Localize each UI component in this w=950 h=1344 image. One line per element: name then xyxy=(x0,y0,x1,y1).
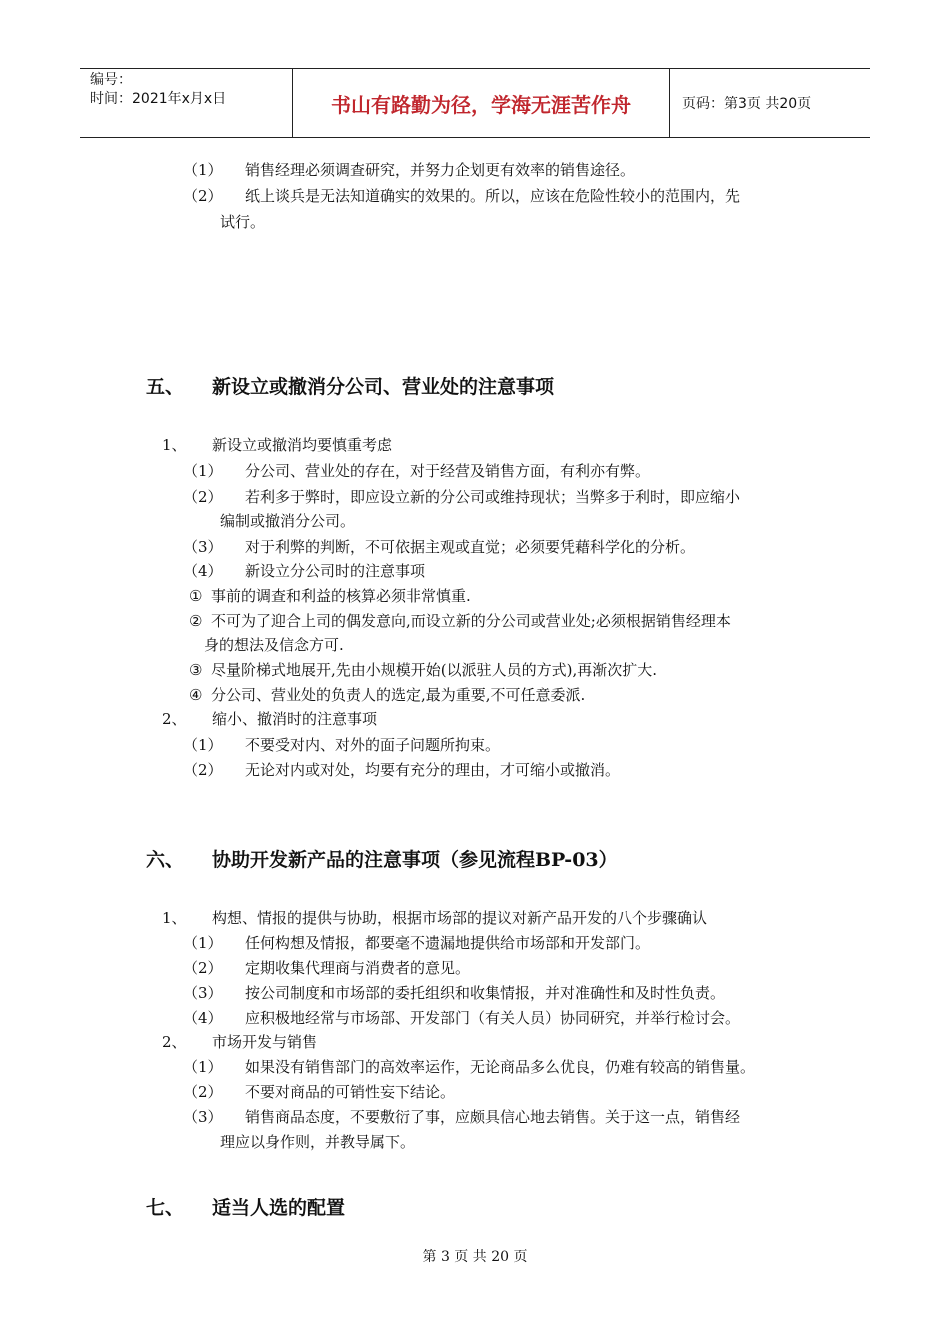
code-label: 编号： xyxy=(90,72,132,88)
list-item: 1、 构想、情报的提供与协助，根据市场部的提议对新产品开发的八个步骤确认 xyxy=(162,909,708,927)
list-item: ② 不可为了迎合上司的偶发意向,而设立新的分公司或营业处;必须根据销售经理本 xyxy=(189,612,731,630)
list-item: （1） 销售经理必须调查研究，并努力企划更有效率的销售途径。 xyxy=(183,161,636,179)
header-meta xyxy=(80,69,293,137)
section-heading: 六、 协助开发新产品的注意事项（参见流程BP-03） xyxy=(146,849,618,871)
list-item: ① 事前的调查和利益的核算必须非常慎重. xyxy=(189,587,471,605)
section-heading: 五、 新设立或撤消分公司、营业处的注意事项 xyxy=(146,376,555,398)
list-item: （4） 应积极地经常与市场部、开发部门（有关人员）协同研究，并举行检讨会。 xyxy=(183,1009,741,1027)
page-header xyxy=(80,68,870,138)
list-item: （3） 销售商品态度，不要敷衍了事，应颇具信心地去销售。关于这一点，销售经 xyxy=(183,1108,741,1126)
list-item: ③ 尽量阶梯式地展开,先由小规模开始(以派驻人员的方式),再渐次扩大. xyxy=(189,661,658,679)
list-item: （1） 任何构想及情报，都要毫不遗漏地提供给市场部和开发部门。 xyxy=(183,934,651,952)
list-item-continuation: 身的想法及信念方可. xyxy=(204,636,344,654)
list-item: （4） 新设立分公司时的注意事项 xyxy=(183,562,426,580)
list-item: （3） 对于利弊的判断，不可依据主观或直觉；必须要凭藉科学化的分析。 xyxy=(183,538,696,556)
list-item: （1） 如果没有销售部门的高效率运作，无论商品多么优良，仍难有较高的销售量。 xyxy=(183,1058,756,1076)
list-item: （2） 定期收集代理商与消费者的意见。 xyxy=(183,959,471,977)
page-footer: 第 3 页 共 20 页 xyxy=(422,1249,528,1265)
page-info: 页码：第3页 共20页 xyxy=(682,96,812,112)
list-item: 2、 市场开发与销售 xyxy=(162,1033,318,1051)
list-item: （1） 不要受对内、对外的面子问题所拘束。 xyxy=(183,736,501,754)
list-item: 1、 新设立或撤消均要慎重考虑 xyxy=(162,436,393,454)
list-item: （2） 无论对内或对处，均要有充分的理由，才可缩小或撤消。 xyxy=(183,761,621,779)
list-item: （2） 若利多于弊时，即应设立新的分公司或维持现状；当弊多于利时，即应缩小 xyxy=(183,488,741,506)
list-item-continuation: 试行。 xyxy=(220,213,266,231)
section-heading: 七、 适当人选的配置 xyxy=(146,1197,346,1219)
motto: 书山有路勤为径，学海无涯苦作舟 xyxy=(293,69,670,137)
list-item: 2、 缩小、撤消时的注意事项 xyxy=(162,710,378,728)
list-item: （2） 纸上谈兵是无法知道确实的效果的。所以，应该在危险性较小的范围内，先 xyxy=(183,187,741,205)
list-item: （1） 分公司、营业处的存在，对于经营及销售方面，有利亦有弊。 xyxy=(183,462,651,480)
list-item: ④ 分公司、营业处的负责人的选定,最为重要,不可任意委派. xyxy=(189,686,586,704)
list-item-continuation: 理应以身作则，并教导属下。 xyxy=(220,1133,416,1151)
list-item: （2） 不要对商品的可销性妄下结论。 xyxy=(183,1083,456,1101)
time-label: 时间：2021年x月x日 xyxy=(90,91,227,107)
list-item-continuation: 编制或撤消分公司。 xyxy=(220,512,356,530)
list-item: （3） 按公司制度和市场部的委托组织和收集情报，并对准确性和及时性负责。 xyxy=(183,984,726,1002)
